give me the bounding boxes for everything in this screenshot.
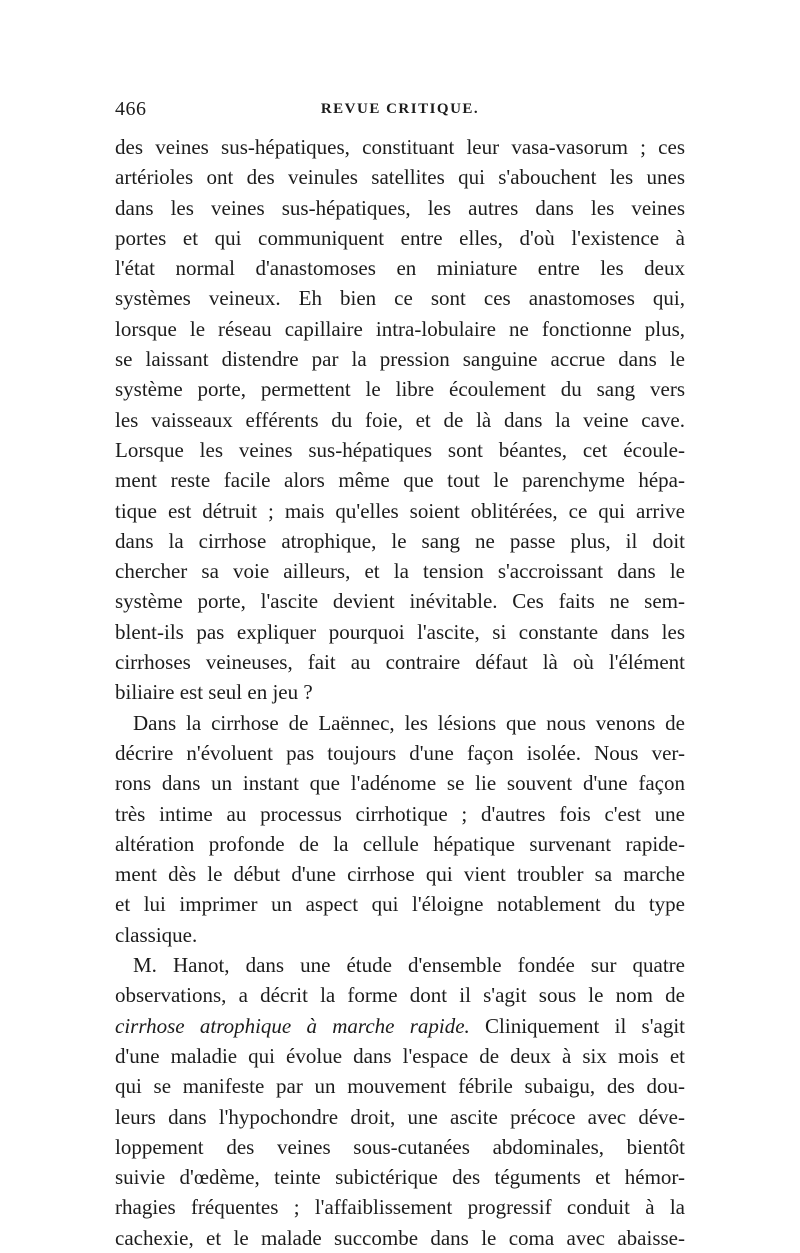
text-line: biliaire est seul en jeu ? <box>115 680 313 705</box>
text-line: ment dès le début d'une cirrhose qui vient troubler sa marche <box>115 862 685 887</box>
text-line: Dans la cirrhose de Laënnec, les lésions que nous venons de <box>133 710 685 735</box>
text-line: rhagies fréquentes ; l'affaiblissement progressif conduit à la <box>115 1195 685 1220</box>
text-line: ment reste facile alors même que tout le parenchyme hépa- <box>115 468 685 493</box>
text-line <box>115 1011 685 1041</box>
text-line: cachexie, et le malade succombe dans le coma avec abaisse- <box>115 1225 685 1250</box>
page-header <box>115 98 685 132</box>
text-line: et lui imprimer un aspect qui l'éloigne notablement du type <box>115 892 685 917</box>
text-line: se laissant distendre par la pression sanguine accrue dans le <box>115 347 685 372</box>
text-line: tique est détruit ; mais qu'elles soient oblitérées, ce qui arrive <box>115 498 685 523</box>
text-line: blent-ils pas expliquer pourquoi l'ascite, si constante dans les <box>115 619 685 644</box>
text-line: lorsque le réseau capillaire intra-lobulaire ne fonctionne plus, <box>115 316 685 341</box>
text-line: observations, a décrit la forme dont il s'agit sous le nom de <box>115 983 685 1008</box>
paragraph-2 <box>115 708 685 950</box>
text-line: les vaisseaux efférents du foie, et de là dans la veine cave. <box>115 407 685 432</box>
text-line: altération profonde de la cellule hépatique survenant rapide- <box>115 831 685 856</box>
text-line: leurs dans l'hypochondre droit, une ascite précoce avec déve- <box>115 1104 685 1129</box>
text-line: cirrhoses veineuses, fait au contraire défaut là où l'élément <box>115 650 685 675</box>
paragraph-3 <box>115 950 685 1253</box>
text-fragment: Cliniquement il s'agit <box>469 1013 685 1038</box>
text-line: rons dans un instant que l'adénome se lie souvent d'une façon <box>115 771 685 796</box>
text-line: dans les veines sus-hépatiques, les autres dans les veines <box>115 195 685 220</box>
text-line: système porte, permettent le libre écoulement du sang vers <box>115 377 685 402</box>
text-line: chercher sa voie ailleurs, et la tension s'accroissant dans le <box>115 559 685 584</box>
text-line: suivie d'œdème, teinte subictérique des téguments et hémor- <box>115 1165 685 1190</box>
text-line: artérioles ont des veinules satellites qui s'abouchent les unes <box>115 165 685 190</box>
text-line: des veines sus-hépatiques, constituant leur vasa-vasorum ; ces <box>115 135 685 159</box>
italic-term: cirrhose atrophique à marche rapide. <box>115 1013 470 1038</box>
text-line: M. Hanot, dans une étude d'ensemble fondée sur quatre <box>133 953 685 978</box>
page-number: 466 <box>115 98 147 120</box>
text-line: qui se manifeste par un mouvement fébrile subaigu, des dou- <box>115 1074 685 1099</box>
text-line: Lorsque les veines sus-hépatiques sont béantes, cet écoule- <box>115 437 685 462</box>
paragraph-1 <box>115 132 685 708</box>
text-line: systèmes veineux. Eh bien ce sont ces anastomoses qui, <box>115 286 685 311</box>
text-line: d'une maladie qui évolue dans l'espace de deux à six mois et <box>115 1043 685 1068</box>
text-line: très intime au processus cirrhotique ; d'autres fois c'est une <box>115 801 685 826</box>
text-line: portes et qui communiquent entre elles, d'où l'existence à <box>115 225 685 250</box>
text-line: l'état normal d'anastomoses en miniature entre les deux <box>115 256 685 281</box>
text-line: loppement des veines sous-cutanées abdominales, bientôt <box>115 1134 685 1159</box>
text-line: système porte, l'ascite devient inévitable. Ces faits ne sem- <box>115 589 685 614</box>
running-title: REVUE CRITIQUE. <box>320 101 480 117</box>
text-line: classique. <box>115 922 198 947</box>
book-page <box>115 98 685 1253</box>
text-line: décrire n'évoluent pas toujours d'une façon isolée. Nous ver- <box>115 740 685 765</box>
text-line: dans la cirrhose atrophique, le sang ne passe plus, il doit <box>115 528 685 553</box>
